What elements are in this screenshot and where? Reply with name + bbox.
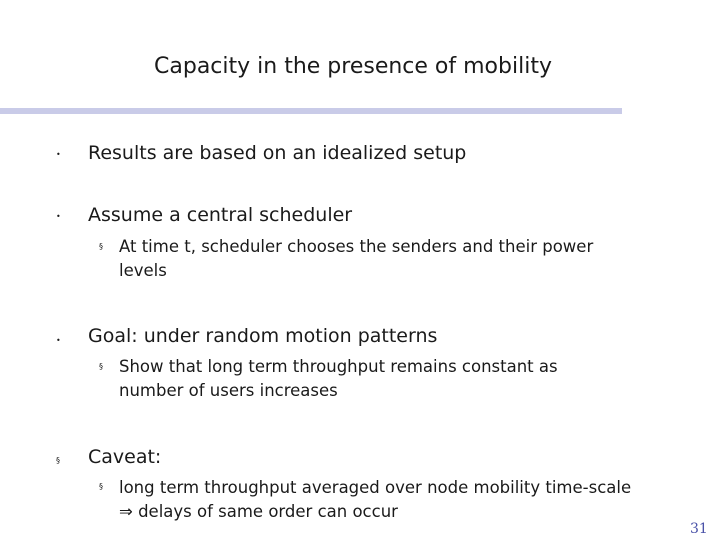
title-underline xyxy=(0,108,622,114)
sub-bullet-marker: § xyxy=(99,242,103,251)
sub-bullet-text-scheduler xyxy=(119,235,719,283)
sub-bullet-line: Show that long term throughput remains constant as xyxy=(119,357,558,376)
slide-title: Capacity in the presence of mobility xyxy=(154,54,552,79)
bullet-marker: • xyxy=(56,212,61,221)
bullet-text-goal: Goal: under random motion patterns xyxy=(88,325,438,347)
bullet-marker: • xyxy=(56,150,61,159)
bullet-text-results: Results are based on an idealized setup xyxy=(88,142,467,164)
page-number: 31 xyxy=(690,521,708,537)
bullet-marker: • xyxy=(56,336,61,345)
sub-bullet-marker: § xyxy=(99,362,103,371)
sub-bullet-text-goal xyxy=(119,355,719,403)
sub-bullet-line: At time t, scheduler chooses the senders and their power xyxy=(119,237,594,256)
sub-bullet-marker: § xyxy=(99,482,103,491)
sub-bullet-text-caveat xyxy=(119,476,719,524)
sub-bullet-line: long term throughput averaged over node mobility time-scale xyxy=(119,478,632,497)
sub-bullet-line: levels xyxy=(119,261,167,280)
bullet-text-caveat: Caveat: xyxy=(88,446,162,468)
sub-bullet-line: ⇒ delays of same order can occur xyxy=(119,502,398,521)
bullet-marker: § xyxy=(56,456,60,465)
sub-bullet-line: number of users increases xyxy=(119,381,338,400)
bullet-text-scheduler: Assume a central scheduler xyxy=(88,204,353,226)
